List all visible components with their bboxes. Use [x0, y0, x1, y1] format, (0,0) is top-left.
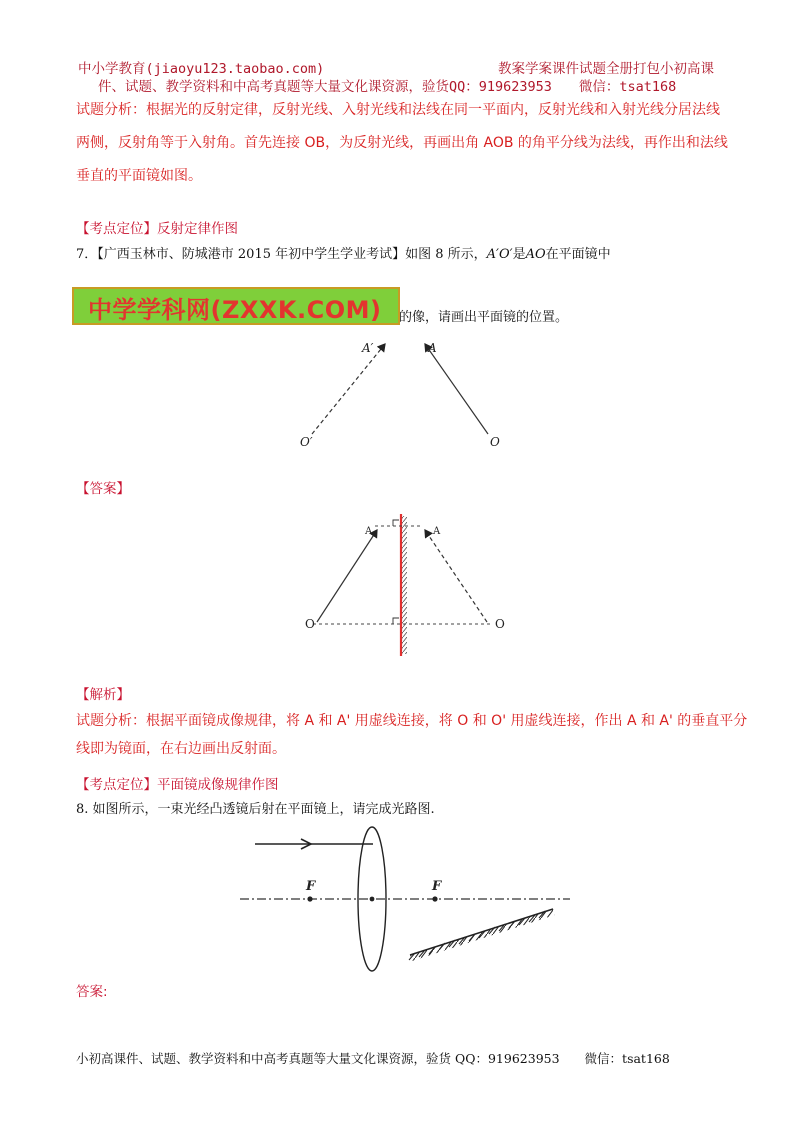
ans-label-o-prime: O	[495, 617, 505, 631]
optical-center	[370, 897, 375, 902]
zxxk-logo-text: 中学学科网(ZXXK.COM)	[88, 296, 382, 324]
q7-line1-mid: 是	[512, 247, 526, 262]
q8-question: 8. 如图所示，一束光经凸透镜后射在平面镜上，请完成光路图.	[76, 802, 435, 817]
answer-solid-ray	[317, 530, 377, 622]
q8-answer-label: 答案:	[76, 984, 108, 1000]
q6-analysis-line: 试题分析：根据光的反射定律，反射光线、入射光线和法线在同一平面内，反射光线和入射光线分居法线	[76, 102, 720, 118]
q7-label-a-prime: A′	[362, 341, 374, 355]
q7-analysis-line: 线即为镜面，在右边画出反射面。	[76, 741, 286, 757]
zxxk-logo	[72, 287, 400, 325]
q7-a-prime-o-prime: A′O′	[486, 247, 513, 262]
q7-ao: AO	[525, 247, 546, 262]
q7-question-line2: 的像，请画出平面镜的位置。	[399, 310, 569, 325]
label-f-right: F	[432, 879, 442, 894]
header-line2: 件、试题、教学资料和中高考真题等大量文化课资源，验货QQ：919623953 微信：tsat168	[98, 79, 677, 95]
q6-analysis-line: 垂直的平面镜如图。	[76, 168, 202, 184]
q7-question-line1	[76, 245, 611, 265]
footer: 小初高课件、试题、教学资料和中高考真题等大量文化课资源，验货 QQ：919623953 微信：tsat168	[76, 1051, 670, 1066]
q7-analysis	[76, 708, 766, 762]
q7-kaodian: 【考点定位】平面镜成像规律作图	[76, 777, 279, 793]
focal-point-right	[432, 896, 437, 901]
q7-solid-ray	[425, 344, 488, 434]
header-left: 中小学教育(jiaoyu123.taobao.com)	[78, 61, 325, 77]
q7-jiexi-label: 【解析】	[76, 687, 130, 703]
q7-figure	[290, 330, 520, 455]
q6-analysis-line: 两侧，反射角等于入射角。首先连接 OB，为反射光线，再画出角 AOB 的角平分线为法线，再作出和法线	[76, 135, 728, 151]
q6-kaodian: 【考点定位】反射定律作图	[76, 221, 238, 237]
q7-answer-figure	[295, 512, 515, 660]
q7-label-o-prime: O′	[300, 435, 313, 449]
q7-label-a: A	[428, 341, 437, 355]
right-angle-top	[393, 520, 399, 526]
q8-figure	[235, 822, 575, 977]
header-right: 教案学案课件试题全册打包小初高课	[498, 61, 714, 77]
focal-point-left	[307, 896, 312, 901]
ans-label-o: O	[305, 617, 315, 631]
answer-dashed-ray	[425, 530, 487, 622]
q6-analysis	[76, 97, 756, 189]
right-angle-bottom	[393, 618, 399, 624]
q7-line1-end: 在平面镜中	[545, 247, 611, 262]
q7-line1-text: 7．【广西玉林市、防城港市 2015 年初中学生学业考试】如图 8 所示，	[76, 247, 487, 262]
q7-analysis-line: 试题分析：根据平面镜成像规律，将 A 和 A' 用虚线连接，将 O 和 O' 用虚线连接，作出 A 和 A' 的垂直平分	[76, 713, 748, 729]
ans-label-a: A	[365, 526, 373, 537]
q7-answer-label: 【答案】	[76, 481, 130, 497]
q7-dashed-ray	[312, 344, 385, 434]
ans-label-a-prime: A	[433, 526, 441, 537]
q7-label-o: O	[490, 435, 500, 449]
label-f-left: F	[306, 879, 316, 894]
